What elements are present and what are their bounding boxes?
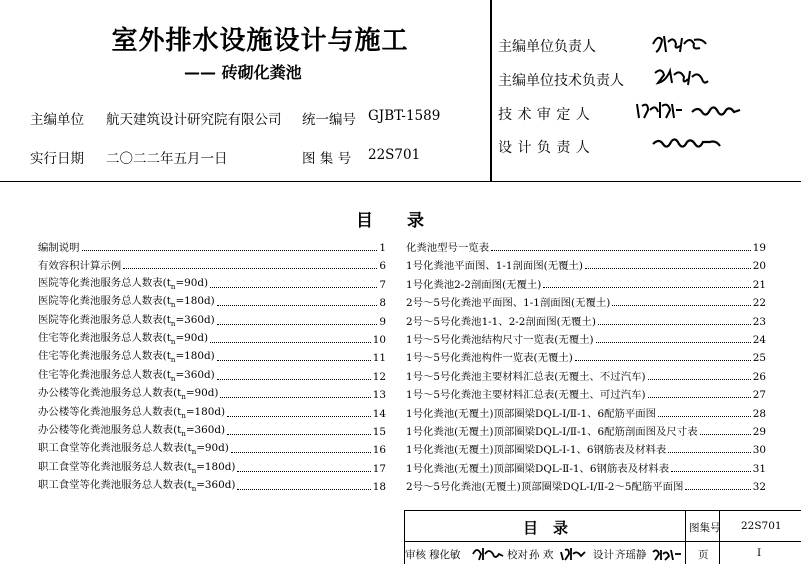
toc-page-number: 6 (379, 260, 386, 273)
toc-entry-text: 办公楼等化粪池服务总人数表$(t_n=360d)$ (38, 421, 226, 438)
document-title: 室外排水设施设计与施工 (111, 26, 409, 56)
responsible-role-3: 技 术 审 定 人 (498, 107, 591, 123)
toc-page-number: 15 (372, 426, 386, 438)
date-value: 二〇二二年五月一日 (106, 151, 228, 167)
toc-entry-text: 1号化粪池(无覆土)顶部圈梁DQL-Ⅰ-1、6钢筋表及材料表 (406, 441, 667, 456)
toc-page-number: 18 (372, 481, 386, 494)
toc-entry (406, 346, 766, 364)
toc-page-number: 21 (752, 278, 766, 291)
toc-leader-dots (217, 305, 378, 306)
toc-entry (406, 236, 766, 254)
toc-entry-text: 2号～5号化粪池(无覆土)顶部圈梁DQL-Ⅰ/Ⅱ-2～5配筋平面图 (406, 478, 684, 493)
toc-entry-text: 办公楼等化粪池服务总人数表$(t_n=90d)$ (38, 384, 219, 401)
toc-leader-dots (575, 360, 751, 361)
toc-page-number: 27 (752, 389, 766, 402)
atlas-label: 图 集 号 (302, 151, 352, 167)
title-block-hline (405, 541, 801, 542)
serial-value: GJBT-1589 (368, 108, 441, 124)
editor-unit-value: 航天建筑设计研究院有限公司 (106, 112, 282, 128)
toc-entry-text: 有效容积计算示例 (38, 257, 122, 272)
toc-entry-text: 2号～5号化粪池平面图、1-1剖面图(无覆土) (406, 294, 611, 309)
header-block (0, 0, 801, 182)
toc-leader-dots (227, 434, 371, 435)
signature-3 (634, 96, 744, 122)
toc-leader-dots (231, 452, 371, 453)
toc-leader-dots (668, 452, 751, 453)
header-left (0, 0, 490, 181)
toc-page-number: 7 (379, 278, 386, 291)
toc-entry (406, 438, 766, 456)
responsible-role-4: 设 计 负 责 人 (498, 140, 591, 156)
atlas-value: 22S701 (368, 147, 421, 163)
design-signature (651, 544, 683, 562)
toc-leader-dots (237, 489, 370, 490)
toc-page-number: 26 (752, 370, 766, 383)
toc-entry (38, 365, 386, 383)
toc-entry-text: 1号～5号化粪池主要材料汇总表(无覆土、不过汽车) (406, 368, 647, 383)
toc-entry-text: 住宅等化粪池服务总人数表$(t_n=360d)$ (38, 366, 216, 383)
toc-page-number: 1 (379, 242, 386, 254)
toc-entry (38, 402, 386, 420)
toc-entry-text: 化粪池型号一览表 (406, 239, 490, 254)
toc-entry-text: 1号化粪池2-2剖面图(无覆土) (406, 276, 542, 291)
toc-entry (38, 291, 386, 309)
toc-leader-dots (123, 268, 377, 269)
design-name: 齐瑶静 (615, 549, 647, 561)
toc-page-number: 24 (752, 334, 766, 346)
page-label: 页 (698, 549, 709, 561)
toc-entry (406, 383, 766, 401)
toc-entry-text: 职工食堂等化粪池服务总人数表$(t_n=90d)$ (38, 439, 230, 456)
toc-entry (38, 438, 386, 456)
document-subtitle: —— 砖砌化粪池 (184, 63, 302, 82)
toc-page-number: 11 (372, 352, 386, 365)
toc-page-number: 32 (752, 481, 766, 494)
toc-entry-text: 1号～5号化粪池构件一览表(无覆土) (406, 349, 574, 364)
toc-page-number: 25 (752, 352, 766, 365)
toc-entry (38, 383, 386, 401)
toc-entry (38, 328, 386, 346)
drawing-title: 目 录 (523, 519, 569, 537)
toc-entry (406, 310, 766, 328)
signature-2 (652, 63, 712, 89)
toc-entry (38, 420, 386, 438)
toc-entry-text: 职工食堂等化粪池服务总人数表$(t_n=180d)$ (38, 458, 236, 475)
toc-page-number: 31 (752, 462, 766, 475)
toc-entry (38, 457, 386, 475)
toc-entry (406, 291, 766, 309)
toc-entry-text: 1号～5号化粪池主要材料汇总表(无覆土、可过汽车) (406, 386, 647, 401)
design-label: 设计 (593, 549, 614, 561)
toc-entry (406, 273, 766, 291)
toc-leader-dots (217, 360, 371, 361)
toc-leader-dots (220, 397, 370, 398)
toc-entry-text: 医院等化粪池服务总人数表$(t_n=360d)$ (38, 311, 216, 328)
toc-leader-dots (685, 489, 750, 490)
toc-entry (38, 346, 386, 364)
toc-entry (38, 236, 386, 254)
toc-entry-text: 办公楼等化粪池服务总人数表$(t_n=180d)$ (38, 403, 226, 420)
toc-entry (406, 475, 766, 493)
toc-leader-dots (82, 250, 378, 251)
toc-page-number: 14 (372, 407, 386, 420)
toc-leader-dots (671, 471, 751, 472)
toc-page-number: 23 (752, 315, 766, 328)
toc-page-number: 12 (372, 370, 386, 383)
toc-entry (38, 310, 386, 328)
responsible-role-2: 主编单位技术负责人 (498, 73, 624, 89)
toc-leader-dots (210, 287, 377, 288)
page-value: Ⅰ (757, 547, 762, 559)
toc-page-number: 20 (752, 260, 766, 273)
toc-leader-dots (596, 342, 751, 343)
toc-leader-dots (648, 379, 751, 380)
check-name: 孙 欢 (529, 549, 554, 561)
toc-entry (406, 365, 766, 383)
toc-leader-dots (217, 324, 378, 325)
toc-page-number: 28 (752, 407, 766, 420)
toc-entry-text: 医院等化粪池服务总人数表$(t_n=180d)$ (38, 292, 216, 309)
toc-leader-dots (491, 250, 751, 251)
tb-atlas-label: 图集号 (689, 522, 721, 534)
toc-page-number: 13 (372, 389, 386, 402)
toc-page-number: 9 (379, 315, 386, 328)
review-label: 审核 (405, 549, 426, 561)
toc-leader-dots (585, 268, 751, 269)
title-block-vline (719, 511, 720, 564)
toc-entry (406, 457, 766, 475)
title-block-vline (685, 511, 686, 564)
toc-page-number: 8 (379, 297, 386, 310)
toc-leader-dots (227, 416, 371, 417)
toc-entry-text: 1号～5号化粪池结构尺寸一览表(无覆土) (406, 331, 595, 346)
toc-leader-dots (210, 342, 371, 343)
toc-page-number: 17 (372, 462, 386, 475)
toc-leader-dots (612, 305, 750, 306)
toc-leader-dots (543, 287, 750, 288)
toc-page-number: 29 (752, 426, 766, 438)
toc-entry-text: 职工食堂等化粪池服务总人数表$(t_n=360d)$ (38, 476, 236, 493)
toc-leader-dots (700, 434, 751, 435)
toc-entry-text: 1号化粪池(无覆土)顶部圈梁DQL-Ⅱ-1、6钢筋表及材料表 (406, 460, 670, 475)
responsible-role-1: 主编单位负责人 (498, 39, 596, 55)
toc-page-number: 22 (752, 297, 766, 310)
review-name: 穆化敏 (429, 549, 461, 561)
toc-page-number: 10 (372, 334, 386, 346)
toc-title: 目 录 (356, 211, 424, 231)
check-label: 校对 (507, 549, 528, 561)
toc-entry-text: 1号化粪池(无覆土)顶部圈梁DQL-Ⅰ/Ⅱ-1、6配筋剖面图及尺寸表 (406, 423, 699, 438)
serial-label: 统一编号 (302, 112, 356, 128)
toc-page-number: 16 (372, 444, 386, 457)
toc-entry-text: 1号化粪池平面图、1-1剖面图(无覆土) (406, 257, 584, 272)
toc-entry (38, 273, 386, 291)
toc-entry-text: 医院等化粪池服务总人数表$(t_n=90d)$ (38, 274, 209, 291)
editor-unit-label: 主编单位 (30, 112, 84, 128)
toc-leader-dots (217, 379, 371, 380)
title-block (404, 510, 801, 564)
toc-entry-text: 2号～5号化粪池1-1、2-2剖面图(无覆土) (406, 313, 597, 328)
check-signature (559, 544, 589, 562)
review-signature (471, 544, 505, 562)
toc-leader-dots (658, 416, 751, 417)
signature-4 (650, 130, 730, 154)
toc-entry-text: 住宅等化粪池服务总人数表$(t_n=180d)$ (38, 347, 216, 364)
toc-entry (38, 475, 386, 493)
toc-entry-text: 编制说明 (38, 239, 81, 254)
toc-entry (406, 254, 766, 272)
header-divider (490, 0, 492, 181)
toc-entry (406, 420, 766, 438)
toc-entry-text: 1号化粪池(无覆土)顶部圈梁DQL-Ⅰ/Ⅱ-1、6配筋平面图 (406, 405, 657, 420)
signature-1 (650, 30, 710, 56)
toc-leader-dots (237, 471, 370, 472)
toc-page-number: 19 (752, 242, 766, 254)
date-label: 实行日期 (30, 151, 84, 167)
toc-leader-dots (598, 324, 751, 325)
toc-page-number: 30 (752, 444, 766, 457)
toc-entry (38, 254, 386, 272)
toc-entry (406, 328, 766, 346)
toc-entry (406, 402, 766, 420)
toc-entry-text: 住宅等化粪池服务总人数表$(t_n=90d)$ (38, 329, 209, 346)
tb-atlas-value: 22S701 (741, 520, 782, 532)
toc-leader-dots (648, 397, 751, 398)
